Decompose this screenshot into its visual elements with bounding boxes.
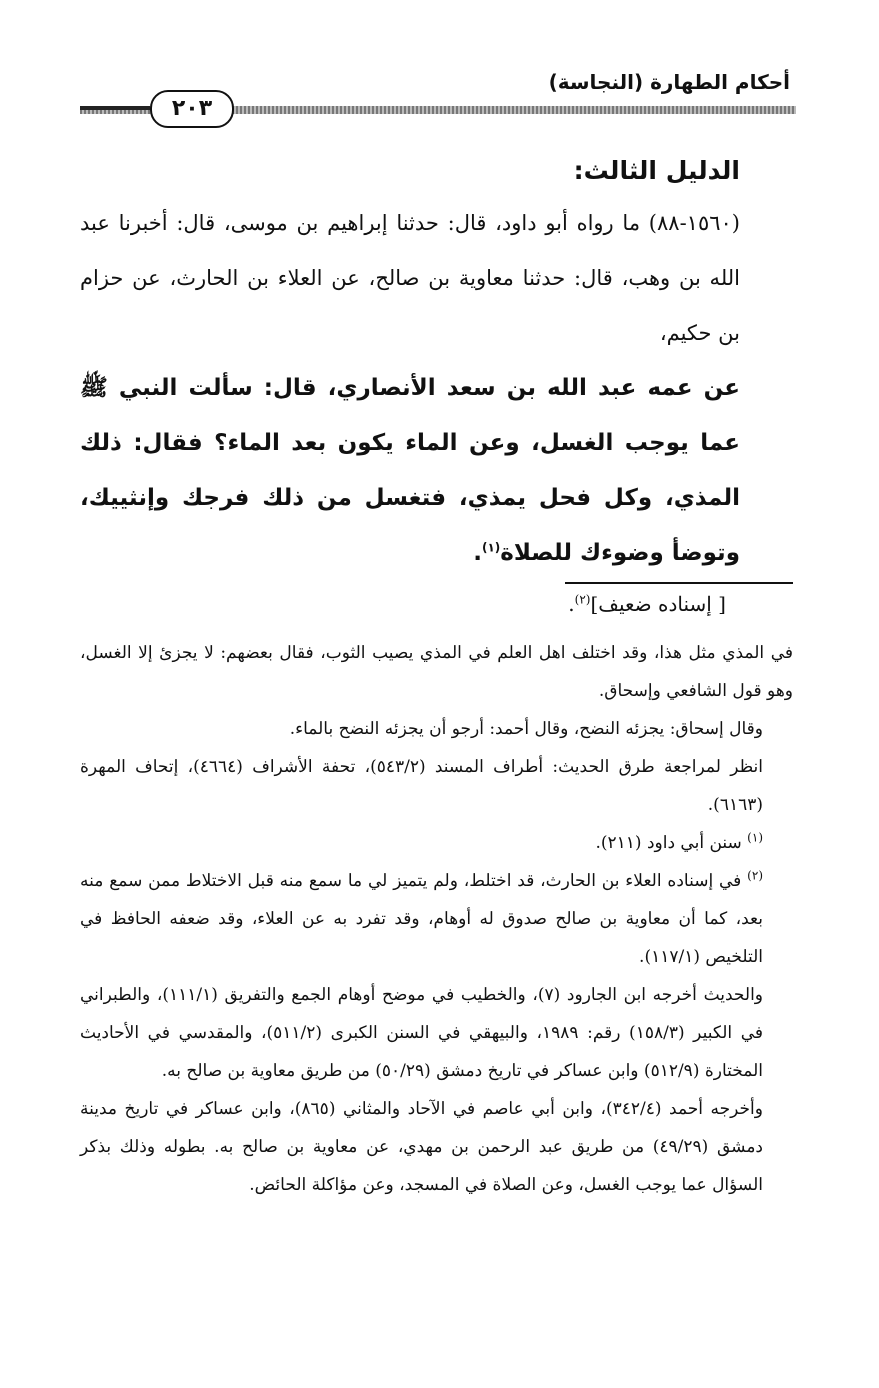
running-title: أحكام الطهارة (النجاسة) — [548, 70, 790, 94]
hadith-end: . — [473, 540, 482, 566]
grade-text: [ إسناده ضعيف] — [590, 592, 726, 616]
grade-end: . — [568, 592, 575, 616]
footnote-marker: (١) — [747, 830, 763, 845]
footnote-ref-2: (٢) — [574, 592, 591, 607]
main-text — [80, 150, 740, 627]
footnote-continuation: في المذي مثل هذا، وقد اختلف اهل العلم في المذي يصيب الثوب، فقال بعضهم: لا يجزئ إلا الغسل، وهو قول الشافعي وإسحاق. — [80, 643, 793, 701]
header-rule-dark — [80, 106, 150, 110]
footnote-paragraph: وقال إسحاق: يجزئه النضح، وقال أحمد: أرجو أن يجزئه النضح بالماء. — [289, 719, 763, 739]
footnote-paragraph: والحديث أخرجه ابن الجارود (٧)، والخطيب في موضح أوهام الجمع والتفريق (١١١/١)، والطبراني في الكبير (١٥٨/٣) رقم: ١٩٨٩، والبيهقي في السنن الكبرى (٥١١/٢)، والمقدسي في الأحاديث المختارة (٥١٢/٩) وابن عساكر في تاريخ دمشق (٥٠/٢٩) من طريق معاوية بن صالح به. — [80, 985, 763, 1081]
footnotes — [80, 634, 793, 1204]
footnote-paragraph: انظر لمراجعة طرق الحديث: أطراف المسند (٥٤٣/٢)، تحفة الأشراف (٤٦٦٤)، إتحاف المهرة (٦١٦٣). — [80, 757, 763, 815]
footnote-text: في إسناده العلاء بن الحارث، قد اختلط، ولم يتميز لي ما سمع منه قبل الاختلاط ممن سمع منه بعد، كما أن معاوية بن صالح صدوق له أوهام، وقد تفرد به عن العلاء، وقد ضعفه الحافظ في التلخيص (١١٧/١). — [80, 871, 763, 967]
footnote-1 — [80, 824, 793, 862]
isnad-paragraph: (١٥٦٠-٨٨) ما رواه أبو داود، قال: حدثنا إبراهيم بن موسى، قال: أخبرنا عبد الله بن وهب، قال: حدثنا معاوية بن صالح، عن العلاء بن الحارث، عن حزام بن حكيم، — [80, 211, 740, 345]
section-heading: الدليل الثالث: — [573, 156, 740, 185]
footnote-divider — [565, 582, 793, 584]
grade-line — [80, 581, 740, 627]
footnote-ref-1: (١) — [481, 540, 501, 555]
footnote-marker: (٢) — [747, 868, 763, 883]
footnote-text: سنن أبي داود (٢١١). — [595, 833, 742, 853]
footnote-2 — [80, 862, 793, 976]
hadith-body: عن عمه عبد الله بن سعد الأنصاري، قال: سألت النبي ﷺ عما يوجب الغسل، وعن الماء يكون بعد الماء؟ فقال: ذلك المذي، وكل فحل يمذي، فتغسل من ذلك فرجك وإنثييك، وتوضأ وضوءك للصلاة — [80, 375, 740, 566]
page-number: ٢٠٣ — [150, 90, 234, 128]
footnote-paragraph: وأخرجه أحمد (٣٤٢/٤)، وابن أبي عاصم في الآحاد والمثاني (٨٦٥)، وابن عساكر في تاريخ مدينة دمشق (٤٩/٢٩) من طريق عبد الرحمن بن مهدي، عن معاوية بن صالح به. بطوله وذلك بذكر السؤال عما يوجب الغسل، وعن الصلاة في المسجد، وعن مؤاكلة الحائض. — [80, 1099, 763, 1195]
hadith-text — [80, 361, 740, 581]
page-header — [80, 62, 796, 124]
